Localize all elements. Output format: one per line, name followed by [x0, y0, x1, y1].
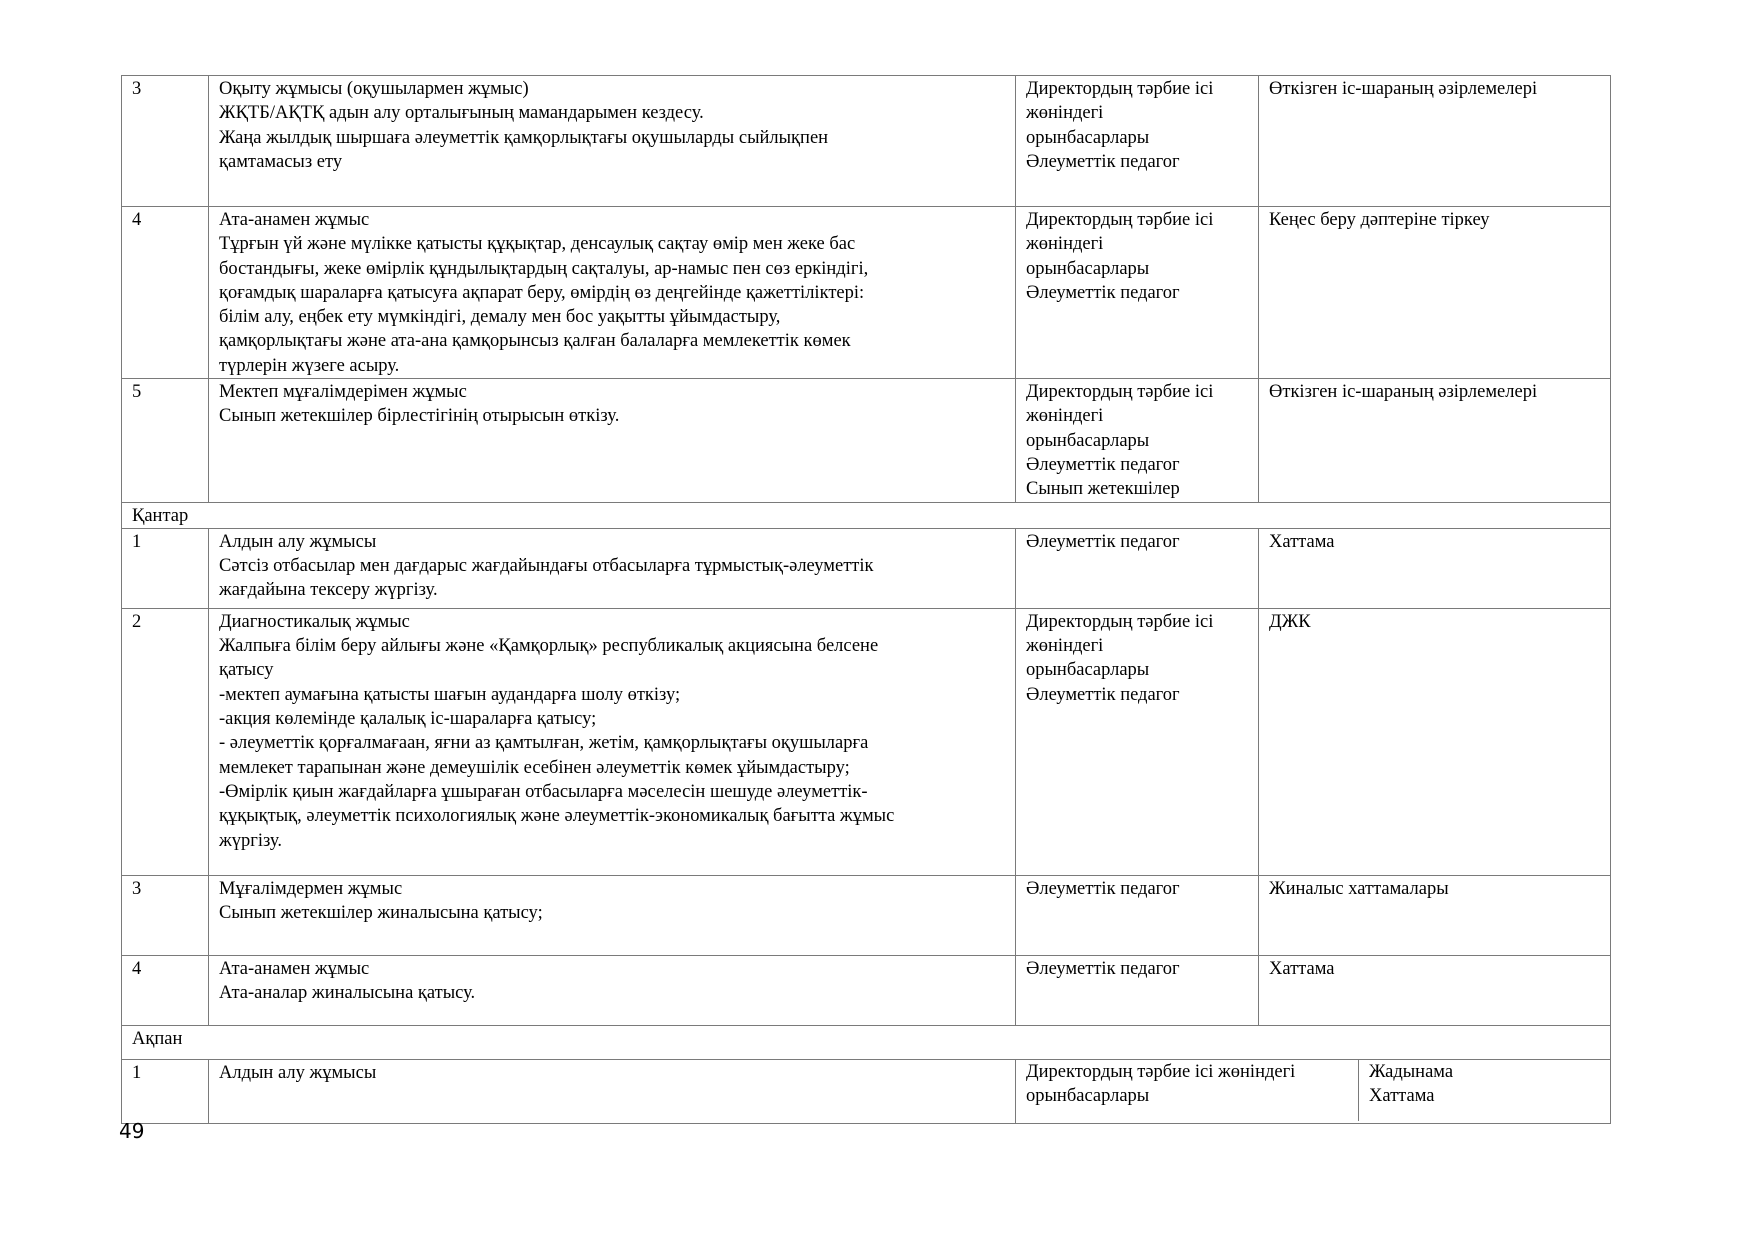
responsible-line: Әлеуметтік педагог — [1026, 958, 1180, 979]
activity-line: - әлеуметтік қорғалмағаан, яғни аз қамтылған, жетім, қамқорлықтағы оқушыларға — [219, 733, 869, 754]
result-cell — [1259, 207, 1611, 379]
activity-line: Диагностикалық жұмыс — [219, 611, 410, 632]
result-line: Өткізген іс-шараның әзірлемелері — [1269, 79, 1538, 99]
responsible-line: Әлеуметтік педагог — [1026, 878, 1180, 899]
row-number: 2 — [122, 608, 209, 875]
activity-line: -мектеп аумағына қатысты шағын аудандарға шолу өткізу; — [219, 684, 681, 705]
activity-line: Сәтсіз отбасылар мен дағдарыс жағдайындағы отбасыларға тұрмыстық-әлеуметтік — [219, 556, 874, 577]
responsible-cell — [1016, 875, 1259, 955]
activity-cell — [209, 955, 1016, 1025]
responsible-cell — [1016, 1059, 1359, 1121]
activity-line: Ата-анамен жұмыс — [219, 210, 370, 230]
row-number: 4 — [122, 207, 209, 379]
activity-line: жағдайына тексеру жүргізу. — [219, 580, 438, 601]
responsible-line: жөніндегі — [1026, 406, 1104, 427]
result-line: Кеңес беру дәптеріне тіркеу — [1269, 210, 1490, 230]
activity-line: бостандығы, жеке өмірлік құндылықтардың сақталуы, ар-намыс пен сөз еркіндігі, — [219, 258, 869, 279]
result-cell — [1259, 379, 1611, 502]
responsible-line: орынбасарлары — [1026, 258, 1150, 279]
activity-cell — [209, 608, 1016, 875]
responsible-line: Әлеуметтік педагог — [1026, 454, 1180, 475]
responsible-cell — [1016, 955, 1259, 1025]
row-number: 4 — [122, 955, 209, 1025]
activity-line: қоғамдық шараларға қатысуға ақпарат беру, өмірдің өз деңгейінде қажеттіліктері: — [219, 282, 865, 303]
responsible-line: жөніндегі — [1026, 234, 1104, 255]
split-cell-container — [1016, 1059, 1610, 1121]
result-cell — [1259, 608, 1611, 875]
result-cell — [1259, 76, 1611, 207]
activity-cell — [209, 1059, 1016, 1123]
activity-line: құқықтық, әлеуметтік психологиялық және әлеуметтік-экономикалық бағытта жұмыс — [219, 806, 895, 827]
responsible-line: Әлеуметтік педагог — [1026, 151, 1180, 172]
responsible-cell — [1016, 207, 1259, 379]
activity-line: білім алу, еңбек ету мүмкіндігі, демалу мен бос уақытты ұйымдастыру, — [219, 307, 781, 328]
responsible-line: Директордың тәрбие ісі — [1026, 382, 1214, 403]
responsible-line: жөніндегі — [1026, 636, 1104, 657]
activity-line: Мектеп мұғалімдерімен жұмыс — [219, 382, 467, 403]
row-number: 3 — [122, 875, 209, 955]
activity-line: қамтамасыз ету — [219, 151, 343, 172]
activity-line: Мұғалімдермен жұмыс — [219, 878, 403, 899]
result-line: ДЖК — [1269, 611, 1311, 632]
month-row — [122, 1025, 1611, 1059]
activity-line: Алдын алу жұмысы — [219, 1062, 377, 1083]
row-number: 1 — [122, 1059, 209, 1123]
result-cell — [1259, 955, 1611, 1025]
result-line: Хаттама — [1269, 958, 1335, 979]
activity-line: жүргізу. — [219, 830, 282, 851]
table-row — [122, 955, 1611, 1025]
split-cell — [1016, 1059, 1611, 1123]
activity-line: қатысу — [219, 660, 274, 681]
result-line: Хаттама — [1369, 1086, 1435, 1107]
responsible-line: Директордың тәрбие ісі — [1026, 611, 1214, 632]
month-row — [122, 502, 1611, 528]
responsible-line: орынбасарлары — [1026, 660, 1150, 681]
responsible-cell — [1016, 76, 1259, 207]
result-line: Хаттама — [1269, 531, 1335, 552]
responsible-cell — [1016, 608, 1259, 875]
month-label: Ақпан — [122, 1025, 1611, 1059]
responsible-cell — [1016, 528, 1259, 608]
result-line: Өткізген іс-шараның әзірлемелері — [1269, 382, 1538, 403]
responsible-line: орынбасарлары — [1026, 430, 1150, 451]
table-row — [122, 207, 1611, 379]
responsible-line: Әлеуметтік педагог — [1026, 531, 1180, 552]
responsible-line: орынбасарлары — [1026, 1086, 1150, 1107]
activity-line: қамқорлықтағы және ата-ана қамқорынсыз қалған балаларға мемлекеттік көмек — [219, 331, 851, 352]
responsible-line: Директордың тәрбие ісі жөніндегі — [1026, 1061, 1296, 1082]
work-plan-table — [121, 75, 1611, 1124]
page-number: 49 — [119, 1119, 145, 1143]
result-cell — [1359, 1059, 1610, 1121]
table-row — [122, 76, 1611, 207]
month-label: Қантар — [122, 502, 1611, 528]
table-row — [122, 379, 1611, 502]
responsible-line: Әлеуметтік педагог — [1026, 684, 1180, 705]
activity-line: Жалпыға білім беру айлығы және «Қамқорлық» республикалық акциясына белсене — [219, 636, 879, 657]
responsible-line: жөніндегі — [1026, 103, 1104, 124]
table-row — [122, 875, 1611, 955]
activity-cell — [209, 207, 1016, 379]
table-row — [122, 608, 1611, 875]
activity-line: Ата-анамен жұмыс — [219, 958, 370, 979]
result-cell — [1259, 528, 1611, 608]
row-number: 1 — [122, 528, 209, 608]
table-row — [122, 528, 1611, 608]
activity-line: Оқыту жұмысы (оқушылармен жұмыс) — [219, 79, 529, 99]
responsible-line: орынбасарлары — [1026, 127, 1150, 148]
activity-line: ЖҚТБ/АҚТҚ адын алу орталығының мамандарымен кездесу. — [219, 103, 704, 124]
activity-cell — [209, 528, 1016, 608]
activity-line: Сынып жетекшілер жиналысына қатысу; — [219, 903, 543, 924]
activity-line: -Өмірлік қиын жағдайларға ұшыраған отбасыларға мәселесін шешуде әлеуметтік- — [219, 781, 868, 802]
row-number: 3 — [122, 76, 209, 207]
responsible-line: Директордың тәрбие ісі — [1026, 79, 1214, 99]
table-row — [122, 1059, 1611, 1123]
activity-line: Тұрғын үй және мүлікке қатысты құқықтар, денсаулық сақтау өмір мен жеке бас — [219, 234, 856, 255]
activity-line: Жаңа жылдық шыршаға әлеуметтік қамқорлықтағы оқушыларды сыйлықпен — [219, 127, 829, 148]
activity-line: түрлерін жүзеге асыру. — [219, 355, 400, 376]
activity-cell — [209, 875, 1016, 955]
activity-line: Сынып жетекшілер бірлестігінің отырысын өткізу. — [219, 406, 620, 427]
activity-cell — [209, 76, 1016, 207]
responsible-line: Директордың тәрбие ісі — [1026, 210, 1214, 230]
result-line: Жадынама — [1369, 1061, 1454, 1082]
responsible-line: Әлеуметтік педагог — [1026, 282, 1180, 303]
activity-line: Алдын алу жұмысы — [219, 531, 377, 552]
activity-line: -акция көлемінде қалалық іс-шараларға қатысу; — [219, 709, 597, 730]
row-number: 5 — [122, 379, 209, 502]
result-line: Жиналыс хаттамалары — [1269, 878, 1449, 899]
result-cell — [1259, 875, 1611, 955]
responsible-line: Сынып жетекшілер — [1026, 479, 1180, 500]
activity-cell — [209, 379, 1016, 502]
activity-line: Ата-аналар жиналысына қатысу. — [219, 983, 476, 1004]
activity-line: мемлекет тарапынан және демеушілік есебінен әлеуметтік көмек ұйымдастыру; — [219, 757, 850, 778]
responsible-cell — [1016, 379, 1259, 502]
